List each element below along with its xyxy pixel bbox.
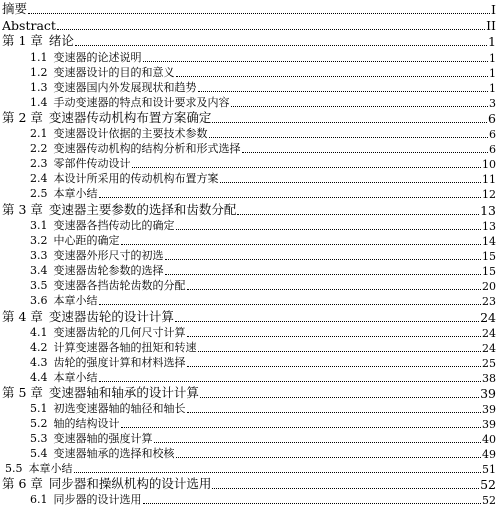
- toc-entry-number: 2.5: [30, 187, 48, 200]
- toc-chapter-2[interactable]: [2, 110, 496, 126]
- toc-entry-title: 变速器齿轮的几何尺寸计算: [53, 326, 186, 339]
- dot-leader: [212, 488, 479, 489]
- toc-entry-page: 15: [482, 250, 496, 263]
- toc-entry-number: 3.3: [30, 249, 48, 262]
- dot-leader: [242, 152, 489, 153]
- toc-entry-number: 5.4: [30, 447, 48, 460]
- toc-chapter-4[interactable]: [2, 309, 496, 325]
- toc-entry-number: 6.1: [30, 493, 48, 506]
- toc-entry-page: 10: [482, 158, 496, 171]
- toc-entry-title: 计算变速器各轴的扭矩和转速: [53, 341, 197, 354]
- toc-entry-title: 本章小结: [53, 187, 98, 200]
- toc-entry-page: 1: [489, 67, 496, 80]
- toc-entry-page: 24: [482, 327, 496, 340]
- toc-entry-number: 4.3: [30, 356, 48, 369]
- dot-leader: [187, 412, 482, 413]
- toc-entry-number: 1.1: [30, 51, 48, 64]
- toc-entry-title: 轴的结构设计: [53, 417, 120, 430]
- toc-entry-title: 零部件传动设计: [53, 157, 131, 170]
- toc-entry-number: 第 6 章: [2, 476, 43, 491]
- toc-entry-number: 2.2: [30, 142, 48, 155]
- toc-entry-number: 1.3: [30, 81, 48, 94]
- dot-leader: [175, 321, 479, 322]
- toc-section-1-1[interactable]: [30, 51, 496, 65]
- toc-entry-page: 24: [482, 342, 496, 355]
- toc-entry-number: 4.1: [30, 326, 48, 339]
- toc-entry-page: II: [486, 18, 496, 33]
- toc-section-2-1[interactable]: [30, 127, 496, 141]
- dot-leader: [198, 351, 482, 352]
- toc-entry-page: 1: [489, 52, 496, 65]
- toc-section-5-1[interactable]: [30, 402, 496, 416]
- dot-leader: [132, 167, 482, 168]
- dot-leader: [143, 503, 482, 504]
- toc-entry-title: 绪论: [48, 33, 74, 48]
- toc-entry-title: 摘要: [2, 2, 28, 16]
- toc-section-3-6[interactable]: [30, 294, 496, 308]
- toc-section-3-5[interactable]: [30, 279, 496, 293]
- toc-entry-title: 本章小结: [53, 294, 98, 307]
- toc-entry-page: 6: [489, 143, 496, 156]
- toc-chapter-6[interactable]: [2, 476, 496, 492]
- dot-leader: [165, 259, 482, 260]
- toc-entry-page: 39: [482, 403, 496, 416]
- dot-leader: [220, 182, 482, 183]
- toc-entry-title: 变速器设计依据的主要技术参数: [53, 127, 208, 140]
- toc-entry-number: 1.4: [30, 96, 48, 109]
- toc-entry-number: 2.4: [30, 172, 48, 185]
- toc-entry-page: 13: [480, 203, 496, 218]
- toc-entry-title: 变速器外形尺寸的初选: [53, 249, 164, 262]
- dot-leader: [176, 229, 482, 230]
- toc-entry-number: 2.1: [30, 127, 48, 140]
- toc-section-5-5[interactable]: [5, 462, 496, 476]
- toc-entry-title: 同步器和操纵机构的设计选用: [48, 476, 212, 491]
- toc-entry-number: 3.5: [30, 279, 48, 292]
- toc-section-3-2[interactable]: [30, 234, 496, 248]
- toc-section-1-3[interactable]: [30, 81, 496, 95]
- toc-entry-number: 1.2: [30, 66, 48, 79]
- toc-entry-page: 3: [489, 97, 496, 110]
- toc-entry-number: 第 4 章: [2, 309, 43, 324]
- toc-entry-number: 5.3: [30, 432, 48, 445]
- dot-leader: [187, 336, 482, 337]
- toc-entry-page: 39: [480, 386, 496, 401]
- toc-entry-number: 第 3 章: [2, 202, 43, 217]
- toc-chapter-3[interactable]: [2, 202, 496, 218]
- toc-entry-title: 初选变速器轴的轴径和轴长: [53, 402, 186, 415]
- toc-section-1-2[interactable]: [30, 66, 496, 80]
- toc-entry-page: 39: [482, 418, 496, 431]
- toc-entry-title: 变速器轴的强度计算: [53, 432, 153, 445]
- toc-entry-page: 13: [482, 220, 496, 233]
- toc-entry-page: 52: [480, 477, 496, 492]
- toc-entry-page: 6: [488, 111, 496, 126]
- toc-entry-title: 变速器的论述说明: [53, 51, 142, 64]
- toc-entry-title: 变速器传动机构的结构分析和形式选择: [53, 142, 241, 155]
- dot-leader: [121, 244, 482, 245]
- toc-entry-title: 变速器国内外发展现状和趋势: [53, 81, 197, 94]
- toc-entry-title: Abstract: [2, 18, 56, 33]
- toc-entry-title: 变速器轴和轴承的设计计算: [48, 385, 199, 400]
- dot-leader: [187, 366, 482, 367]
- toc-entry-number: 3.2: [30, 234, 48, 247]
- toc-section-2-3[interactable]: [30, 157, 496, 171]
- toc-entry-number: 3.6: [30, 294, 48, 307]
- toc-entry-number: 5.2: [30, 417, 48, 430]
- toc-entry-page: 49: [482, 448, 496, 461]
- toc-section-6-1[interactable]: [30, 493, 496, 507]
- toc-entry-page: 1: [488, 34, 496, 49]
- toc-section-4-4[interactable]: [30, 371, 496, 385]
- toc-entry-number: 3.1: [30, 219, 48, 232]
- toc-entry-page: 15: [482, 265, 496, 278]
- dot-leader: [121, 427, 482, 428]
- toc-entry-title: 变速器设计的目的和意义: [53, 66, 175, 79]
- toc-section-5-3[interactable]: [30, 432, 496, 446]
- toc-entry-page: 1: [489, 82, 496, 95]
- toc-entry-page: 14: [482, 235, 496, 248]
- dot-leader: [176, 76, 489, 77]
- toc-entry-title: 变速器各挡齿轮齿数的分配: [53, 279, 186, 292]
- dot-leader: [143, 61, 489, 62]
- toc-entry-number: 第 5 章: [2, 385, 43, 400]
- toc-chapter-5[interactable]: [2, 385, 496, 401]
- toc-entry-title: 变速器主要参数的选择和齿数分配: [48, 202, 237, 217]
- toc-section-1-4[interactable]: [30, 96, 496, 110]
- dot-leader: [212, 122, 487, 123]
- toc-section-4-3[interactable]: [30, 356, 496, 370]
- dot-leader: [198, 91, 489, 92]
- toc-entry-page: 12: [482, 188, 496, 201]
- dot-leader: [176, 457, 482, 458]
- toc-entry-page: 38: [482, 372, 496, 385]
- dot-leader: [231, 106, 489, 107]
- toc-entry-title: 变速器传动机构布置方案确定: [48, 110, 212, 125]
- toc-section-5-2[interactable]: [30, 417, 496, 431]
- toc-entry-title: 手动变速器的特点和设计要求及内容: [53, 96, 230, 109]
- toc-section-3-1[interactable]: [30, 219, 496, 233]
- toc-entry-number: 第 1 章: [2, 33, 43, 48]
- toc-entry-page: I: [491, 2, 496, 17]
- toc-section-4-2[interactable]: [30, 341, 496, 355]
- toc-entry-abstract-cn[interactable]: [2, 2, 496, 17]
- toc-entry-page: 6: [489, 128, 496, 141]
- toc-entry-title: 同步器的设计选用: [53, 493, 142, 506]
- toc-entry-title: 变速器轴承的选择和校核: [53, 447, 175, 460]
- toc-entry-title: 中心距的确定: [53, 234, 120, 247]
- toc-section-2-4[interactable]: [30, 172, 496, 186]
- dot-leader: [209, 137, 489, 138]
- toc-section-3-4[interactable]: [30, 264, 496, 278]
- toc-entry-number: 第 2 章: [2, 110, 43, 125]
- dot-leader: [187, 289, 482, 290]
- toc-entry-title: 本章小结: [28, 462, 73, 475]
- toc-entry-title: 变速器齿轮的设计计算: [48, 309, 174, 324]
- dot-leader: [74, 472, 482, 473]
- toc-entry-number: 5.1: [30, 402, 48, 415]
- toc-section-3-3[interactable]: [30, 249, 496, 263]
- dot-leader: [28, 13, 490, 14]
- toc-section-4-1[interactable]: [30, 326, 496, 340]
- toc-entry-page: 40: [482, 433, 496, 446]
- dot-leader: [237, 214, 479, 215]
- toc-entry-number: 2.3: [30, 157, 48, 170]
- dot-leader: [75, 45, 487, 46]
- dot-leader: [99, 381, 482, 382]
- toc-entry-page: 20: [482, 280, 496, 293]
- dot-leader: [99, 304, 482, 305]
- toc-entry-abstract-en[interactable]: [2, 18, 496, 33]
- dot-leader: [154, 442, 482, 443]
- toc-entry-title: 齿轮的强度计算和材料选择: [53, 356, 186, 369]
- toc-entry-page: 52: [482, 494, 496, 507]
- toc-entry-page: 23: [482, 295, 496, 308]
- toc-entry-page: 24: [480, 310, 496, 325]
- toc-section-2-5[interactable]: [30, 187, 496, 201]
- toc-entry-page: 11: [482, 173, 496, 186]
- toc-entry-number: 5.5: [5, 462, 23, 475]
- toc-entry-number: 4.4: [30, 371, 48, 384]
- toc-entry-title: 本章小结: [53, 371, 98, 384]
- dot-leader: [57, 29, 485, 30]
- toc-entry-page: 51: [482, 463, 496, 476]
- dot-leader: [99, 197, 482, 198]
- toc-section-5-4[interactable]: [30, 447, 496, 461]
- toc-entry-title: 本设计所采用的传动机构布置方案: [53, 172, 219, 185]
- toc-chapter-1[interactable]: [2, 33, 496, 49]
- toc-entry-title: 变速器各挡传动比的确定: [53, 219, 175, 232]
- toc-entry-title: 变速器齿轮参数的选择: [53, 264, 164, 277]
- toc-section-2-2[interactable]: [30, 142, 496, 156]
- toc-entry-number: 4.2: [30, 341, 48, 354]
- toc-entry-page: 25: [482, 357, 496, 370]
- dot-leader: [165, 274, 482, 275]
- dot-leader: [200, 397, 479, 398]
- toc-entry-number: 3.4: [30, 264, 48, 277]
